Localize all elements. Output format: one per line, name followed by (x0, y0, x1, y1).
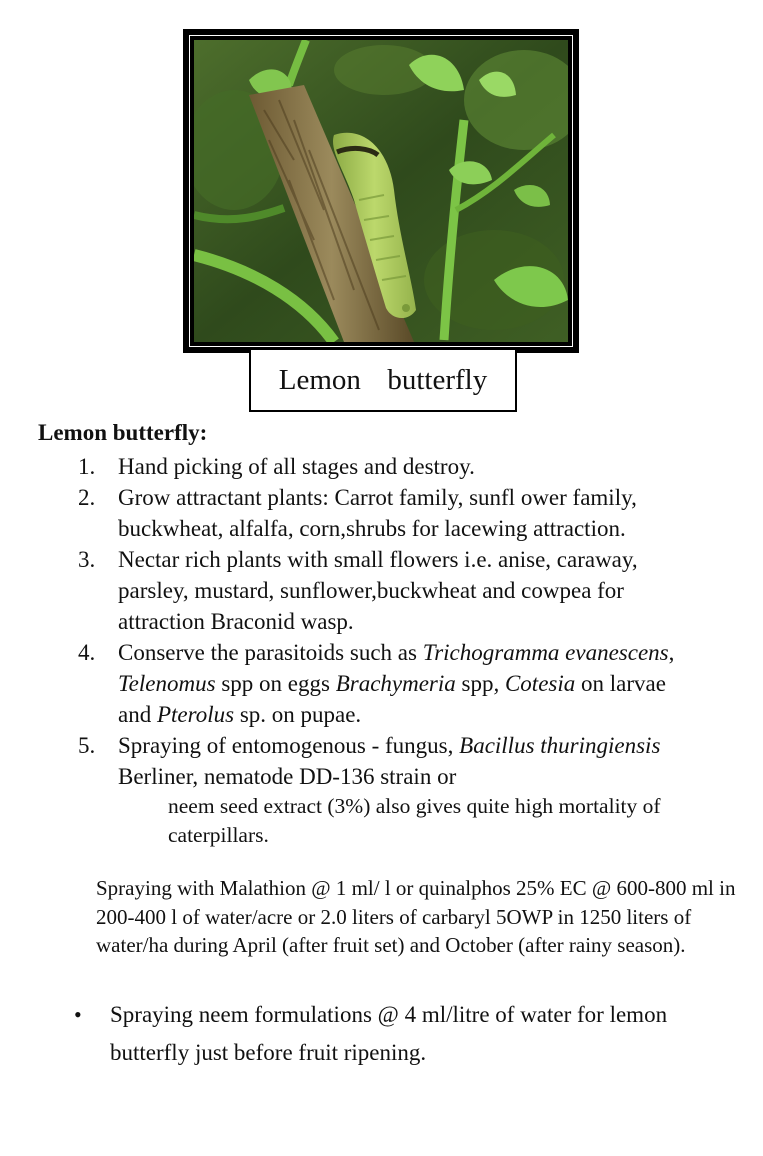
list-item (0, 482, 698, 544)
photo-frame (183, 29, 579, 353)
list-item-text: Hand picking of all stages and destroy. (118, 454, 475, 479)
text-run: , (493, 671, 505, 696)
list-item-text: Grow attractant plants: Carrot family, sunfl ower family, buckwheat, alfalfa, corn,shrubs for lacewing attraction. (118, 485, 637, 541)
section-heading: Lemon butterfly: (38, 420, 208, 445)
text-run: on larvae and (118, 671, 666, 727)
management-steps-list (0, 451, 698, 850)
list-item-text (118, 640, 674, 727)
list-number: 4. (78, 640, 96, 665)
text-run: sp. on pupae. (234, 702, 362, 727)
species-name: Bacillus thuringiensis (459, 733, 661, 758)
text-run: Berliner, nematode DD-136 strain or (118, 764, 457, 789)
bullet-text: Spraying neem formulations @ 4 ml/litre of water for lemon butterfly just before fruit ripening. (110, 1002, 668, 1065)
list-item (0, 637, 698, 730)
list-number: 2. (78, 485, 96, 510)
text-run: spp on eggs (215, 671, 336, 696)
list-item (0, 451, 698, 482)
list-number: 5. (78, 733, 96, 758)
figure-caption-box (249, 348, 517, 412)
list-item-continuation: neem seed extract (3%) also gives quite high mortality of caterpillars. (168, 794, 661, 847)
list-item (0, 730, 698, 850)
bullet-icon: • (74, 1002, 82, 1027)
list-number: 3. (78, 547, 96, 572)
list-item-text (118, 733, 660, 789)
text-run: spp (455, 671, 494, 696)
text-run: Spraying of entomogenous - fungus, (118, 733, 460, 758)
species-name: Pterolus (156, 702, 235, 727)
list-item-text: Nectar rich plants with small flowers i.e. anise, caraway, parsley, mustard, sunflower,buckwheat and cowpea for attraction Braconid wasp. (118, 547, 638, 634)
figure-caption: Lemon butterfly (278, 363, 488, 396)
text-run: , (668, 640, 675, 665)
caterpillar-photo (194, 40, 568, 342)
list-number: 1. (78, 454, 96, 479)
species-name: Trichogramma evanescens (422, 640, 669, 665)
text-run: Conserve the parasitoids such as (118, 640, 423, 665)
caterpillar-on-branch-icon (194, 40, 568, 342)
chemical-control-paragraph: Spraying with Malathion @ 1 ml/ l or quinalphos 25% EC @ 600-800 ml in 200-400 l of water/acre or 2.0 liters of carbaryl 5OWP in 1250 liters of water/ha during April (after fruit set) and October (after rainy season). (96, 876, 736, 957)
species-name: Telenomus (118, 671, 216, 696)
species-name: Brachymeria (335, 671, 456, 696)
species-name: Cotesia (504, 671, 576, 696)
list-item (0, 544, 698, 637)
